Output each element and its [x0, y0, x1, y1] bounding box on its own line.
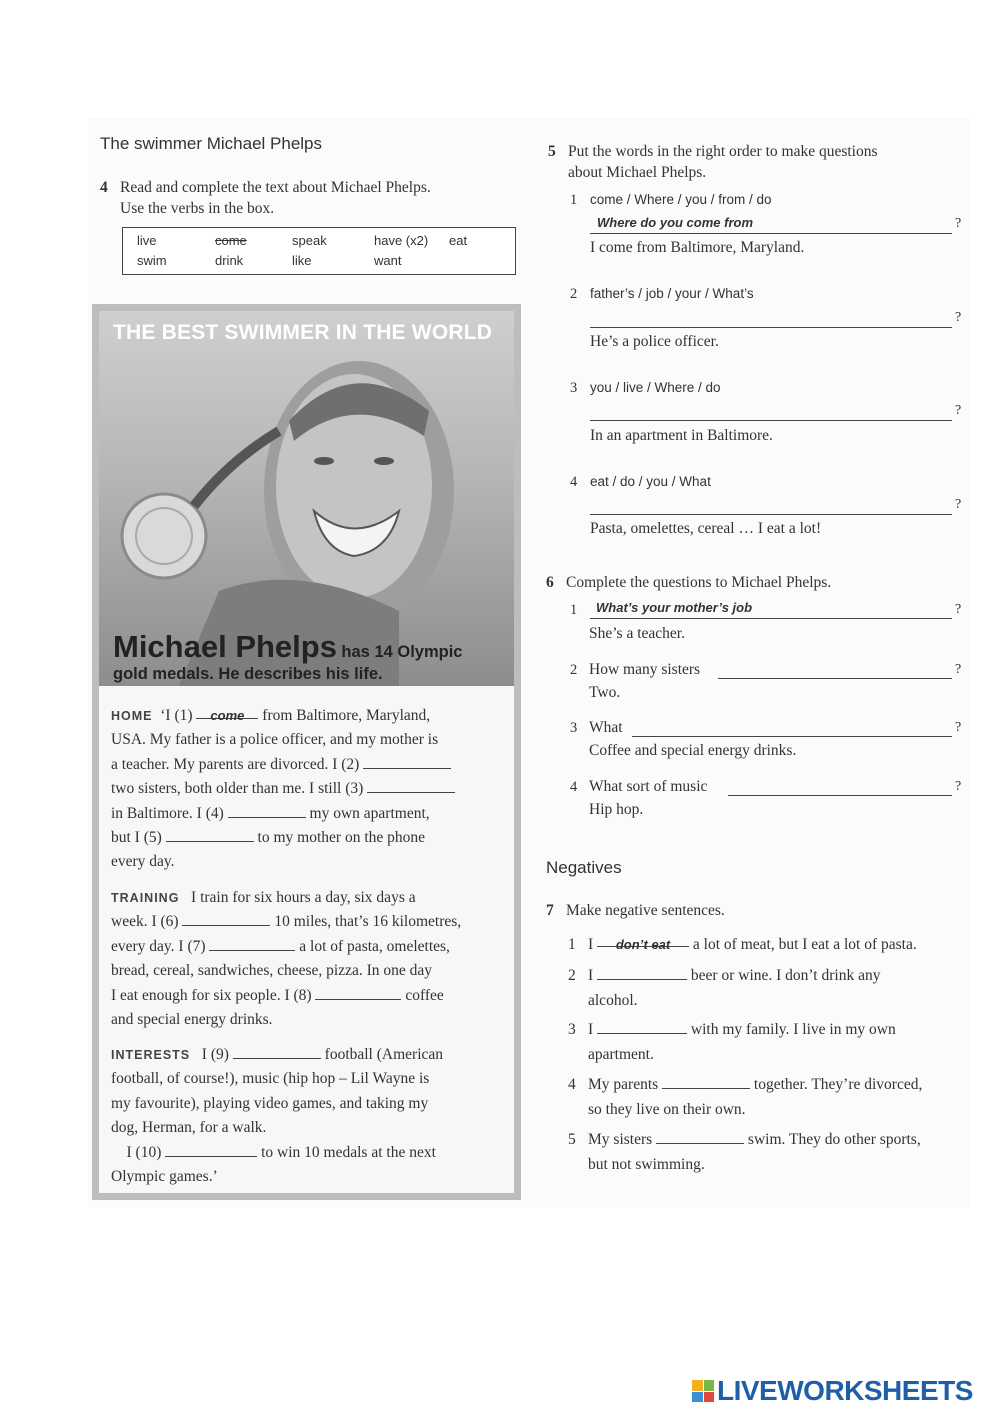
answer-line[interactable] — [718, 678, 952, 679]
question-prefix: How many sisters — [589, 661, 701, 678]
item-number: 3 — [570, 720, 578, 736]
answer-line[interactable] — [590, 514, 952, 515]
item-number: 1 — [570, 602, 578, 618]
answer-line[interactable] — [590, 233, 952, 234]
exercise-5-instruction: 5 Put the words in the right order to make questions about Michael Phelps. — [548, 143, 878, 181]
answer-text: Coffee and special energy drinks. — [589, 742, 797, 759]
answer-line[interactable] — [590, 420, 952, 421]
question-mark: ? — [955, 310, 962, 325]
exercise-4-instruction: 4 Read and complete the text about Michael Phelps. Use the verbs in the box. — [100, 179, 431, 217]
logo-text: LIVEWORKSHEETS — [717, 1375, 973, 1406]
answer-blank-9[interactable] — [233, 1044, 321, 1059]
answer-blank-5[interactable] — [166, 827, 254, 842]
word-prompt: father’s / job / your / What’s — [590, 286, 754, 301]
answer-text: Pasta, omelettes, cereal … I eat a lot! — [590, 520, 822, 537]
question-mark: ? — [955, 662, 962, 677]
answer-blank[interactable] — [597, 1019, 687, 1034]
word-box-item: speak — [292, 233, 327, 248]
question-mark: ? — [955, 403, 962, 418]
word-box-item: live — [137, 233, 157, 248]
article-panel — [99, 311, 514, 1193]
question-mark: ? — [955, 216, 962, 231]
training-label: TRAINING — [111, 891, 180, 905]
question-mark: ? — [955, 720, 962, 735]
article-frame — [92, 304, 521, 1200]
word-box-item: like — [292, 253, 312, 268]
answer-blank[interactable] — [662, 1074, 750, 1089]
word-box-item: drink — [215, 253, 244, 268]
answer-line[interactable] — [728, 795, 952, 796]
logo-square — [692, 1380, 703, 1391]
word-box-item: want — [374, 253, 402, 268]
negatives-title: Negatives — [546, 858, 622, 877]
answer-blank-1: come — [196, 704, 258, 719]
word-prompt: you / live / Where / do — [590, 380, 721, 395]
negative-item-5: 5 My sisters swim. They do other sports, but not swimming. — [568, 1131, 921, 1173]
liveworksheets-logo[interactable] — [692, 1374, 973, 1408]
question-mark: ? — [955, 497, 962, 512]
answer-blank-7[interactable] — [209, 936, 295, 951]
interests-paragraph: INTERESTS I (9) football (American football, of course!), music (hip hop – Lil Wayne is my favourite), playing video games, and taking my dog, Herman, for a walk. I (10) to win 10 medals at the next Olympic games.’ — [111, 1046, 444, 1186]
word-box-item: come — [215, 233, 247, 248]
answer-text: He’s a police officer. — [590, 333, 719, 350]
word-box-item: eat — [449, 233, 468, 248]
interests-label: INTERESTS — [111, 1048, 191, 1062]
verb-box — [122, 227, 516, 275]
article-headline: Michael Phelps has 14 Olympic gold medals. He describes his life. — [113, 629, 463, 683]
word-box-item: have (x2) — [374, 233, 429, 248]
word-prompt: come / Where / you / from / do — [590, 192, 772, 207]
logo-squares-icon — [692, 1380, 714, 1402]
banner-title: THE BEST SWIMMER IN THE WORLD — [113, 321, 493, 344]
answer-line[interactable] — [590, 618, 952, 619]
answer-blank-2[interactable] — [363, 754, 451, 769]
logo-square — [704, 1380, 715, 1391]
negative-item-3: 3 I with my family. I live in my own apartment. — [568, 1021, 896, 1063]
negative-item-4: 4 My parents together. They’re divorced, so they live on their own. — [568, 1076, 923, 1118]
question-mark: ? — [955, 779, 962, 794]
answer-text: I come from Baltimore, Maryland. — [590, 239, 805, 256]
answer-blank-4[interactable] — [228, 803, 306, 818]
training-paragraph: TRAINING I train for six hours a day, six days a week. I (6) 10 miles, that’s 16 kilometres, every day. I (7) a lot of pasta, omelettes, bread, cereal, sandwiches, cheese, pizza. In one day I eat enough for six people. I (8) coffee and special energy drinks. — [111, 889, 462, 1029]
exercise-6-instruction: 6 Complete the questions to Michael Phelps. — [546, 574, 832, 591]
answer-text: She’s a teacher. — [589, 625, 685, 642]
answer-blank-10[interactable] — [165, 1142, 257, 1157]
item-number: 4 — [570, 779, 578, 795]
medal-icon — [122, 494, 206, 578]
answer-fill: What’s your mother’s job — [596, 600, 753, 615]
answer-blank[interactable] — [597, 965, 687, 980]
question-prefix: What — [589, 719, 623, 736]
item-number: 3 — [570, 380, 578, 396]
item-number: 4 — [570, 474, 578, 490]
answer-blank-6[interactable] — [182, 911, 270, 926]
exercise-number: 4 — [100, 179, 108, 196]
answer-blank-3[interactable] — [367, 778, 455, 793]
answer-line[interactable] — [632, 736, 952, 737]
home-label: HOME — [111, 709, 153, 723]
negative-item-2: 2 I beer or wine. I don’t drink any alcohol. — [568, 967, 881, 1009]
home-paragraph: HOME ‘I (1) come from Baltimore, Maryland, USA. My father is a police officer, and my mother is a teacher. My parents are divorced. I (2) two sisters, both older than me. I still (3) in Baltimore. I (4) my own apartment, but I (5) to my mother on the phone every day. — [111, 704, 507, 875]
answer-fill: Where do you come from — [597, 215, 754, 230]
item-number: 2 — [570, 286, 578, 302]
exercise-7-instruction: 7 Make negative sentences. — [546, 902, 725, 919]
item-number: 1 — [570, 192, 578, 208]
negative-item-1: 1 I don’t eat a lot of meat, but I eat a lot of pasta. — [568, 932, 968, 957]
answer-text: Hip hop. — [589, 801, 644, 818]
logo-square — [704, 1392, 715, 1403]
answer-fill: don’t eat — [597, 932, 689, 947]
item-number: 2 — [570, 662, 578, 678]
question-mark: ? — [955, 602, 962, 617]
word-prompt: eat / do / you / What — [590, 474, 711, 489]
answer-text: In an apartment in Baltimore. — [590, 427, 773, 444]
section-title: The swimmer Michael Phelps — [100, 134, 323, 153]
answer-blank-8[interactable] — [315, 985, 401, 1000]
answer-line[interactable] — [590, 327, 952, 328]
word-box-item: swim — [137, 253, 167, 268]
question-prefix: What sort of music — [589, 778, 708, 795]
logo-square — [692, 1392, 703, 1403]
answer-text: Two. — [589, 684, 621, 701]
answer-blank[interactable] — [656, 1129, 744, 1144]
